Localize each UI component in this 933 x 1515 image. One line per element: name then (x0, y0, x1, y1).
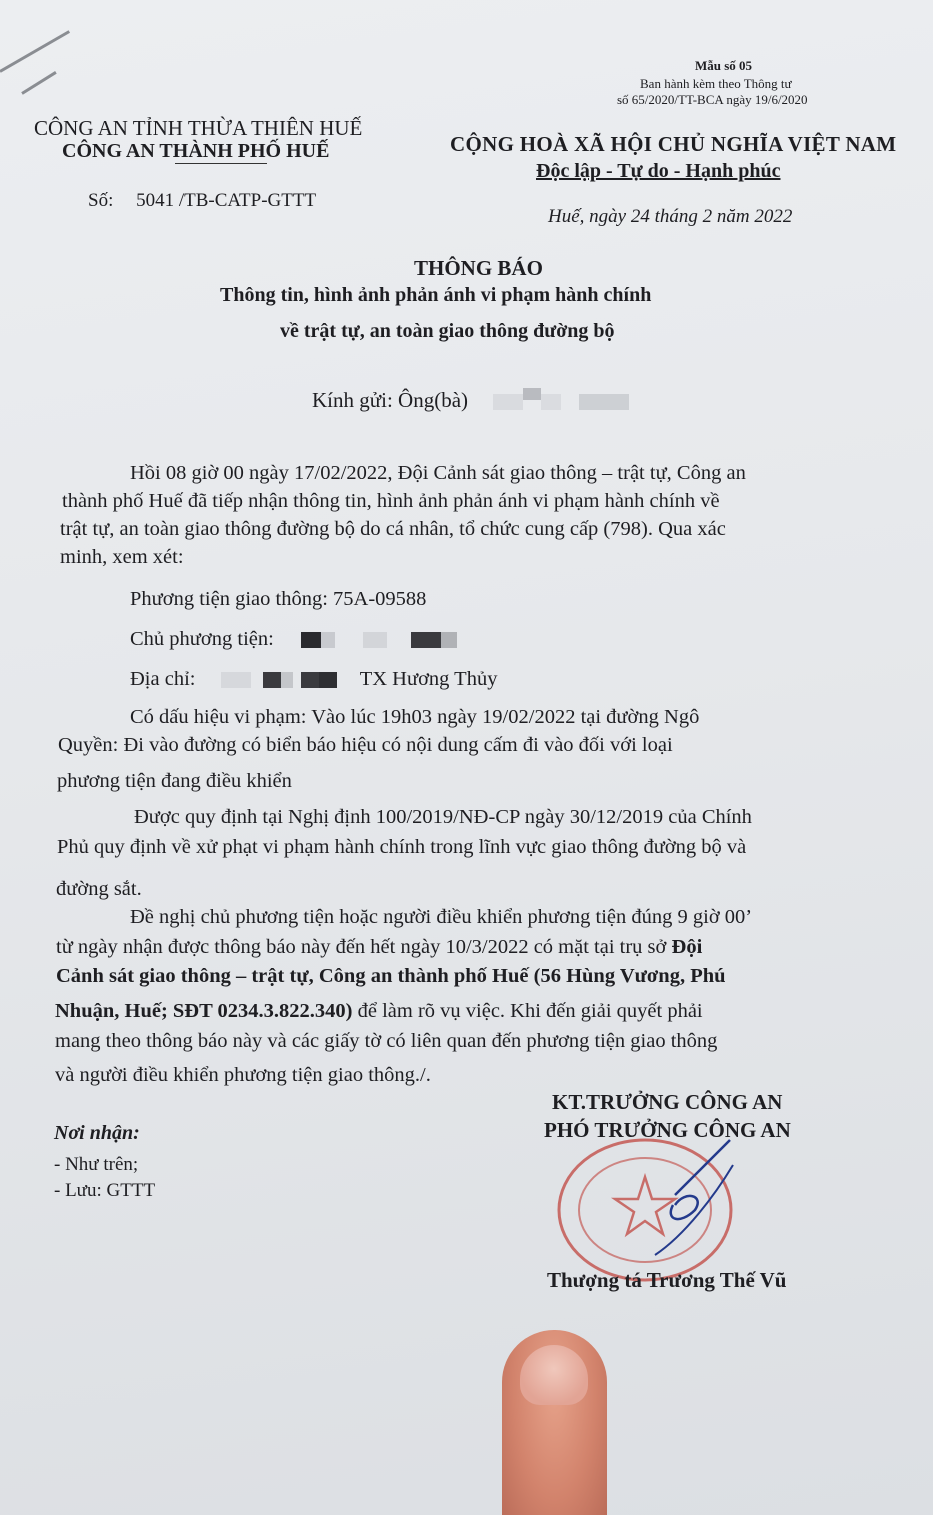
redaction-block (301, 672, 319, 688)
recipients-label: Nơi nhận: (54, 1122, 140, 1144)
request-line-4-bold: Nhuận, Huế; SĐT 0234.3.822.340) (55, 1000, 353, 1022)
recipient-item-1: - Như trên; (54, 1154, 139, 1175)
legal-line-3: đường sắt. (56, 878, 142, 900)
agency-name: CÔNG AN THÀNH PHỐ HUẾ (62, 140, 330, 162)
recipient-label: Kính gửi: Ông(bà) (312, 388, 469, 412)
document-subtitle-2: về trật tự, an toàn giao thông đường bộ (280, 320, 615, 342)
request-line-4 (55, 1000, 703, 1023)
signer-name: Thượng tá Trương Thế Vũ (547, 1268, 787, 1292)
official-seal (555, 1135, 735, 1285)
form-number: Mẫu số 05 (695, 58, 753, 73)
redaction-block (579, 394, 629, 410)
vehicle-plate: Phương tiện giao thông: 75A-09588 (130, 588, 427, 610)
recipient-line (312, 388, 629, 413)
violation-line-1: Có dấu hiệu vi phạm: Vào lúc 19h03 ngày 19/02/2022 tại đường Ngô (130, 706, 700, 728)
address-tail: TX Hương Thủy (359, 668, 498, 690)
request-line-2-bold: Đội (671, 936, 703, 958)
form-issue-line-2: số 65/2020/TT-BCA ngày 19/6/2020 (617, 92, 808, 107)
page-crease (21, 71, 57, 95)
request-line-6: và người điều khiển phương tiện giao thông./. (55, 1064, 431, 1086)
violation-line-3: phương tiện đang điều khiển (57, 770, 292, 792)
document-subtitle-1: Thông tin, hình ảnh phản ánh vi phạm hành chính (220, 284, 652, 306)
legal-line-1: Được quy định tại Nghị định 100/2019/NĐ-CP ngày 30/12/2019 của Chính (134, 806, 752, 828)
document-date: Huế, ngày 24 tháng 2 năm 2022 (548, 206, 793, 227)
body-p1-line-1: Hồi 08 giờ 00 ngày 17/02/2022, Đội Cảnh sát giao thông – trật tự, Công an (130, 462, 746, 484)
violation-line-2: Quyền: Đi vào đường có biển báo hiệu có nội dung cấm đi vào đối với loại (58, 734, 673, 756)
redaction-block (321, 632, 335, 648)
document-number-label: Số: (88, 190, 114, 211)
signature-title-2: PHÓ TRƯỞNG CÔNG AN (544, 1118, 791, 1142)
address-label: Địa chỉ: (130, 668, 196, 690)
request-line-2-text: từ ngày nhận được thông báo này đến hết ngày 10/3/2022 có mặt tại trụ sở (56, 936, 672, 958)
agency-parent: CÔNG AN TỈNH THỪA THIÊN HUẾ (34, 116, 363, 140)
nation-name: CỘNG HOÀ XÃ HỘI CHỦ NGHĨA VIỆT NAM (450, 132, 897, 156)
vehicle-owner (130, 628, 457, 651)
redaction-block (541, 394, 561, 410)
request-line-1: Đề nghị chủ phương tiện hoặc người điều khiển phương tiện đúng 9 giờ 00’ (130, 906, 753, 928)
request-line-3: Cảnh sát giao thông – trật tự, Công an thành phố Huế (56 Hùng Vương, Phú (56, 965, 726, 987)
document-number (88, 190, 316, 212)
redaction-block (523, 388, 541, 400)
redaction-block (411, 632, 441, 648)
agency-underline (175, 163, 267, 164)
form-issue-line-1: Ban hành kèm theo Thông tư (640, 76, 792, 91)
owner-label: Chủ phương tiện: (130, 628, 274, 650)
request-line-4-text: để làm rõ vụ việc. Khi đến giải quyết phải (352, 1000, 703, 1022)
document-title: THÔNG BÁO (414, 256, 543, 280)
owner-address (130, 668, 497, 691)
body-p1-line-2: thành phố Huế đã tiếp nhận thông tin, hình ảnh phản ánh vi phạm hành chính về (62, 490, 720, 512)
redaction-block (493, 394, 523, 410)
redaction-block (363, 632, 387, 648)
request-line-5: mang theo thông báo này và các giấy tờ có liên quan đến phương tiện giao thông (55, 1030, 718, 1052)
redaction-block (221, 672, 251, 688)
recipient-item-2: - Lưu: GTTT (54, 1180, 156, 1201)
redaction-block (281, 672, 293, 688)
page-crease (0, 30, 70, 73)
thumbnail (520, 1345, 588, 1405)
signature-title-1: KT.TRƯỞNG CÔNG AN (552, 1090, 783, 1114)
redaction-block (301, 632, 321, 648)
document-number-value: 5041 /TB-CATP-GTTT (136, 190, 317, 211)
body-p1-line-4: minh, xem xét: (60, 546, 184, 568)
legal-line-2: Phủ quy định về xử phạt vi phạm hành chính trong lĩnh vực giao thông đường bộ và (57, 836, 747, 858)
national-motto: Độc lập - Tự do - Hạnh phúc (536, 160, 781, 182)
redaction-block (441, 632, 457, 648)
request-line-2 (56, 936, 702, 959)
body-p1-line-3: trật tự, an toàn giao thông đường bộ do cá nhân, tổ chức cung cấp (798). Qua xác (60, 518, 726, 540)
redaction-block (263, 672, 281, 688)
redaction-block (319, 672, 337, 688)
